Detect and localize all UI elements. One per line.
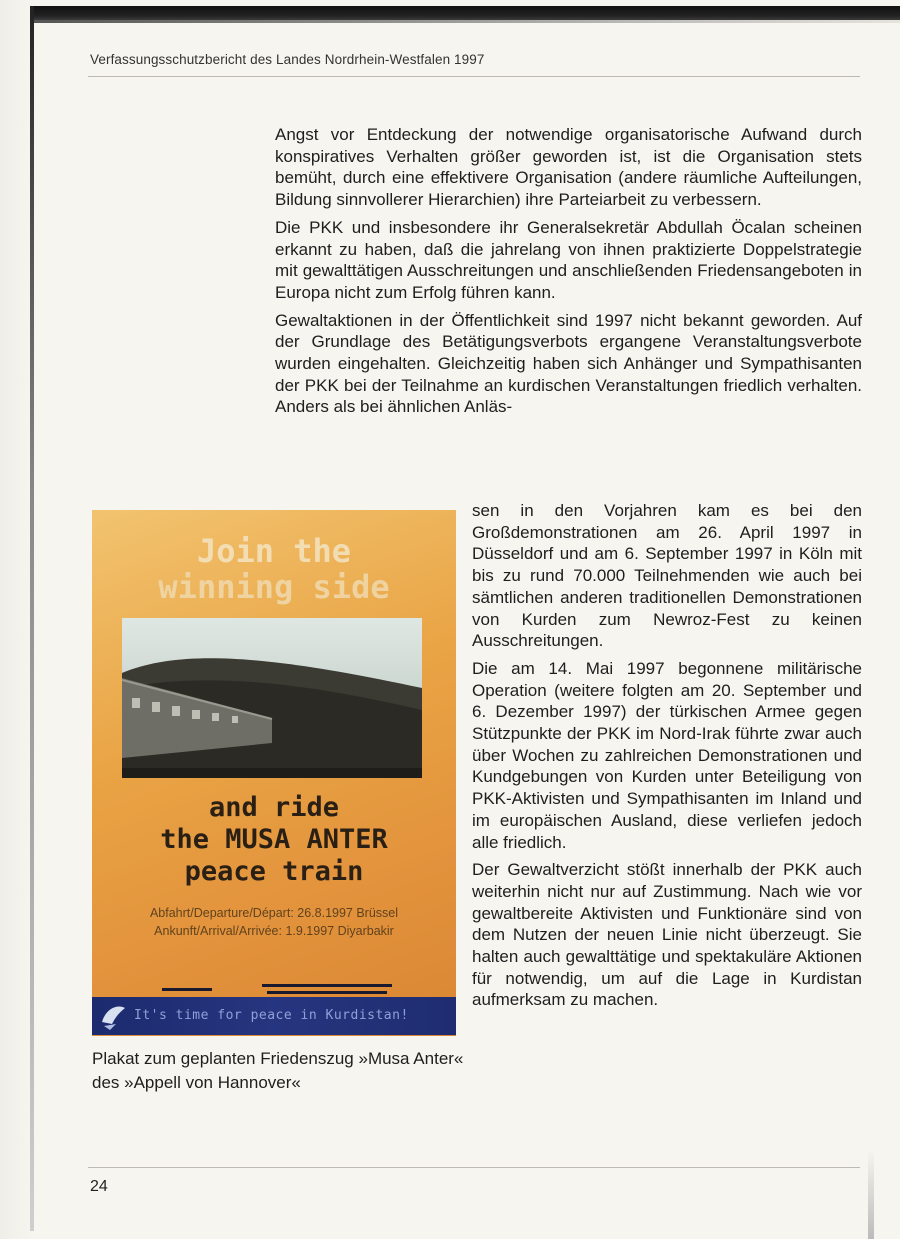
poster-banner — [92, 997, 456, 1035]
poster-caption: Plakat zum geplanten Friedenszug »Musa Anter« des »Appell von Hannover« — [92, 1049, 464, 1092]
scan-left-edge — [30, 6, 34, 1231]
poster-line-2: winning side — [158, 568, 390, 606]
scan-top-line — [34, 20, 900, 23]
poster-line-1: Join the — [196, 532, 352, 570]
train-photo — [122, 618, 422, 778]
paragraph: Die am 14. Mai 1997 begonnene militärische Operation (weitere folgten am 20. September und 6. Dezember 1997) der türkischen Armee gegen Stützpunkte der PKK im Nord-Irak führte zwar auch über Wochen zu zahlreichen Demonstrationen und Kundgebungen von Kurden unter Beteiligung von PKK-Aktivisten und Sympathisanten im Inland und im europäischen Ausland, diese verliefen jedoch alle friedlich. — [472, 658, 862, 852]
poster-departure: Abfahrt/Departure/Départ: 26.8.1997 Brüssel — [149, 906, 399, 920]
footer-rule — [88, 1167, 860, 1168]
main-text-column — [275, 124, 862, 424]
paragraph: Der Gewaltverzicht stößt innerhalb der PKK auch weiterhin nicht nur auf Zustimmung. Nach wie vor gewaltbereite Aktivisten und Funktionäre sind von dem Nutzen der neuen Linie nicht überzeugt. Sie halten auch gewalttätige und spektakuläre Aktionen für notwendig, um auf die Lage in Kurdistan aufmerksam zu machen. — [472, 860, 862, 1010]
poster-line-4: the MUSA ANTER — [160, 824, 388, 855]
paragraph: Gewaltaktionen in der Öffentlichkeit sind 1997 nicht bekannt geworden. Auf der Grundlage des Betätigungsverbots ergangene Veranstaltungsverbote wurden eingehalten. Gleichzeitig haben sich Anhänger und Sympathisanten der PKK bei der Teilnahme an kurdischen Veranstaltungen friedlich verhalten. Anders als bei ähnlichen Anläs- — [275, 310, 862, 417]
scan-top-bar — [34, 6, 900, 20]
paragraph: Die PKK und insbesondere ihr Generalsekretär Abdullah Öcalan scheinen erkannt zu haben, daß die jahrelang von ihnen praktizierte Doppelstrategie mit gewalttätigen Ausschreitungen und anschließenden Friedensangeboten in Europa nicht zum Erfolg führen kann. — [275, 217, 862, 302]
page-number: 24 — [90, 1178, 108, 1195]
poster-line-3: and ride — [208, 792, 340, 823]
dove-logo-icon — [98, 1000, 128, 1032]
scan-right-edge — [868, 1150, 874, 1239]
poster-image — [92, 510, 456, 1036]
page-left-shadow — [0, 0, 34, 1239]
poster-divider — [262, 984, 392, 987]
poster-divider — [162, 988, 212, 991]
poster-banner-text: It's time for peace in Kurdistan! — [134, 1008, 409, 1023]
paragraph: sen in den Vorjahren kam es bei den Großdemonstrationen am 26. April 1997 in Düsseldorf und am 6. September 1997 in Köln mit bis zu rund 70.000 Teilnehmenden wie auch bei sämtlichen anderen traditionellen Demonstrationen von Kurden zum Newroz-Fest zu keinen Ausschreitungen. — [472, 501, 862, 651]
poster-line-5: peace train — [184, 856, 364, 887]
poster-arrival: Ankunft/Arrival/Arrivée: 1.9.1997 Diyarbakir — [154, 924, 394, 938]
right-text-column — [472, 500, 862, 1017]
running-header: Verfassungsschutzbericht des Landes Nordrhein-Westfalen 1997 — [90, 52, 485, 67]
paragraph: Angst vor Entdeckung der notwendige organisatorische Aufwand durch konspiratives Verhalten größer geworden ist, ist die Organisation stets bemüht, durch eine effektivere Organisation (andere räumliche Aufteilungen, Bildung sinnvollerer Hierarchien) ihre Parteiarbeit zu verbessern. — [275, 125, 862, 210]
header-rule — [88, 76, 860, 77]
poster-divider — [267, 991, 387, 994]
